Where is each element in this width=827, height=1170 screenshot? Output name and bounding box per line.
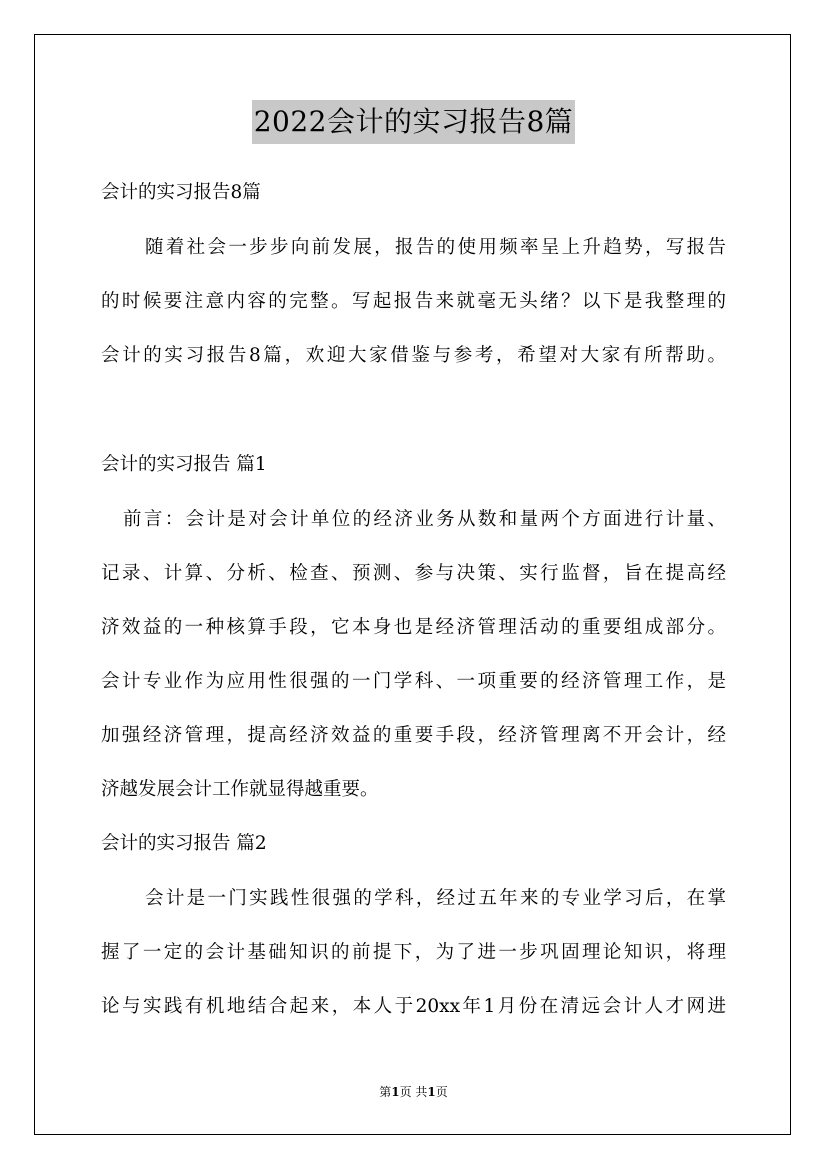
footer-suffix: 页 xyxy=(435,1085,448,1099)
section1-line-2: 记录、计算、分析、检查、预测、参与决策、实行监督，旨在提高经 xyxy=(101,563,726,584)
section1-line-4: 会计专业作为应用性很强的一门学科、一项重要的经济管理工作，是 xyxy=(101,671,726,692)
section1-line-3: 济效益的一种核算手段，它本身也是经济管理活动的重要组成部分。 xyxy=(101,617,726,638)
section1-line-1: 前言：会计是对会计单位的经济业务从数和量两个方面进行计量、 xyxy=(123,509,726,530)
section2-heading: 会计的实习报告 篇2 xyxy=(101,833,267,854)
title-container xyxy=(0,100,827,144)
intro-line-2: 的时候要注意内容的完整。写起报告来就毫无头绪？以下是我整理的 xyxy=(101,291,726,312)
section2-line-3: 论与实践有机地结合起来，本人于20xx年1月份在清远会计人才网进 xyxy=(101,996,726,1017)
section2-line-1: 会计是一门实践性很强的学科，经过五年来的专业学习后，在掌 xyxy=(145,888,726,909)
section1-line-5: 加强经济管理，提高经济效益的重要手段，经济管理离不开会计，经 xyxy=(101,725,726,746)
page-footer xyxy=(0,1084,827,1100)
footer-middle: 页 共 xyxy=(399,1085,428,1099)
document-subtitle: 会计的实习报告8篇 xyxy=(101,182,261,203)
footer-page-number: 1 xyxy=(391,1085,400,1099)
section1-line-6: 济越发展会计工作就显得越重要。 xyxy=(101,779,379,800)
section1-heading: 会计的实习报告 篇1 xyxy=(101,454,267,475)
intro-line-1: 随着社会一步步向前发展，报告的使用频率呈上升趋势，写报告 xyxy=(145,237,726,258)
document-title: 2022会计的实习报告8篇 xyxy=(252,100,576,144)
intro-line-3: 会计的实习报告8篇，欢迎大家借鉴与参考，希望对大家有所帮助。 xyxy=(101,345,726,366)
section2-line-2: 握了一定的会计基础知识的前提下，为了进一步巩固理论知识，将理 xyxy=(101,942,726,963)
footer-prefix: 第 xyxy=(379,1085,392,1099)
footer-page-total: 1 xyxy=(427,1085,436,1099)
